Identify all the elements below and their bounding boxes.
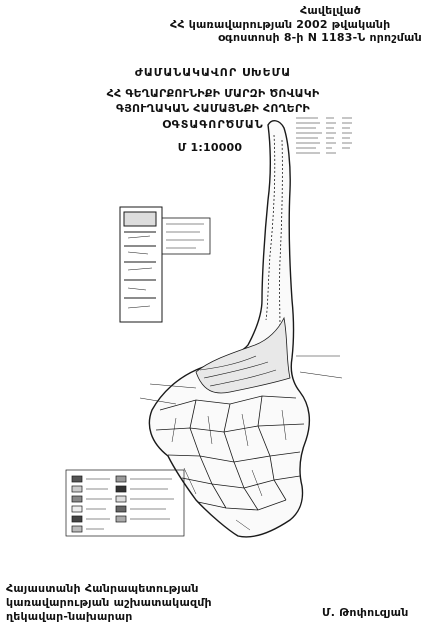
title-scheme: ԺԱՄԱՆԱԿԱՎՈՐ ՍԽԵՄԱ (134, 66, 292, 79)
territory-outline (140, 121, 342, 537)
annex-decision-line: օգոստոսի 8-ի N 1183-Ն որոշման (218, 31, 422, 44)
title-region: ՀՀ ԳԵՂԱՐՔՈՒՆԻՔԻ ՄԱՐԶԻ ԾՈՎԱԿԻ (106, 87, 320, 100)
map-legend (66, 470, 184, 536)
title-usage: ՕԳՏԱԳՈՐԾՄԱՆ (162, 118, 264, 131)
title-community: ԳՅՈՒՂԱԿԱՆ ՀԱՄԱՅՆՔԻ ՀՈՂԵՐԻ (116, 102, 310, 115)
signature-position: ղեկավար-նախարար (6, 610, 133, 623)
annex-government-line: ՀՀ կառավարության 2002 թվականի (170, 18, 391, 31)
signature-office: կառավարության աշխատակազմի (6, 596, 212, 609)
signatory-name: Մ. Թոփուզյան (322, 606, 409, 619)
parcel-table (296, 118, 352, 153)
map-scale: Մ 1:10000 (177, 141, 243, 154)
signature-country: Հայաստանի Հանրապետության (6, 582, 199, 595)
inset-sketch (120, 207, 210, 322)
annex-label: Հավելված (300, 4, 362, 17)
